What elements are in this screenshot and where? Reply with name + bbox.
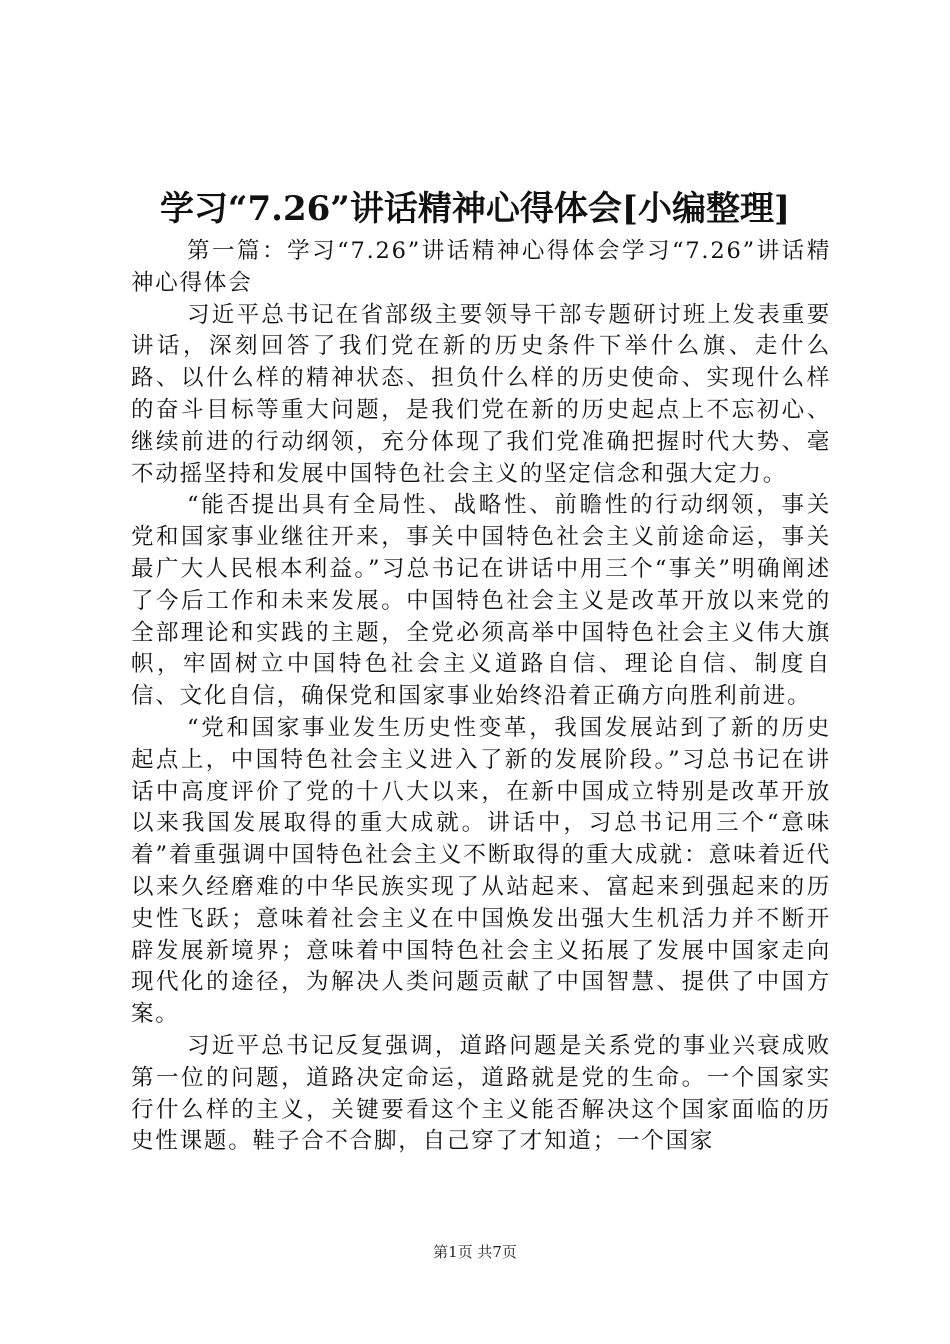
paragraph-2: 习近平总书记在省部级主要领导干部专题研讨班上发表重要讲话，深刻回答了我们党在新的历史条件下举什么旗、走什么路、以什么样的精神状态、担负什么样的历史使命、实现什么样的奋斗目标等重大问题，是我们党在新的历史起点上不忘初心、继续前进的行动纲领，充分体现了我们党准确把握时代大势、毫不动摇坚持和发展中国特色社会主义的坚定信念和强大定力。 [131,301,831,487]
paragraph-3: “能否提出具有全局性、战略性、前瞻性的行动纲领，事关党和国家事业继往开来，事关中国特色社会主义前途命运，事关最广大人民根本利益。”习总书记在讲话中用三个“事关”明确阐述了今后工作和未来发展。中国特色社会主义是改革开放以来党的全部理论和实践的主题，全党必须高举中国特色社会主义伟大旗帜，牢固树立中国特色社会主义道路自信、理论自信、制度自信、文化自信，确保党和国家事业始终沿着正确方向胜利前进。 [131,492,831,710]
paragraph-1: 第一篇：学习“7.26”讲话精神心得体会学习“7.26”讲话精神心得体会 [131,238,831,296]
document-title: 学习“7.26”讲话精神心得体会[小编整理] [159,189,791,229]
paragraph-4: “党和国家事业发生历史性变革，我国发展站到了新的历史起点上，中国特色社会主义进入了新的发展阶段。”习总书记在讲话中高度评价了党的十八大以来，在新中国成立特别是改革开放以来我国发展取得的重大成就。讲话中，习总书记用三个“意味着”着重强调中国特色社会主义不断取得的重大成就：意味着近代以来久经磨难的中华民族实现了从站起来、富起来到强起来的历史性飞跃；意味着社会主义在中国焕发出强大生机活力并不断开辟发展新境界；意味着中国特色社会主义拓展了发展中国家走向现代化的途径，为解决人类问题贡献了中国智慧、提供了中国方案。 [131,714,831,1028]
page-footer: 第1页 共7页 [433,1243,517,1261]
document-body [131,236,831,1158]
paragraph-5: 习近平总书记反复强调，道路问题是关系党的事业兴衰成败第一位的问题，道路决定命运，道路就是党的生命。一个国家实行什么样的主义，关键要看这个主义能否解决这个国家面临的历史性课题。鞋子合不合脚，自己穿了才知道；一个国家 [131,1032,831,1155]
